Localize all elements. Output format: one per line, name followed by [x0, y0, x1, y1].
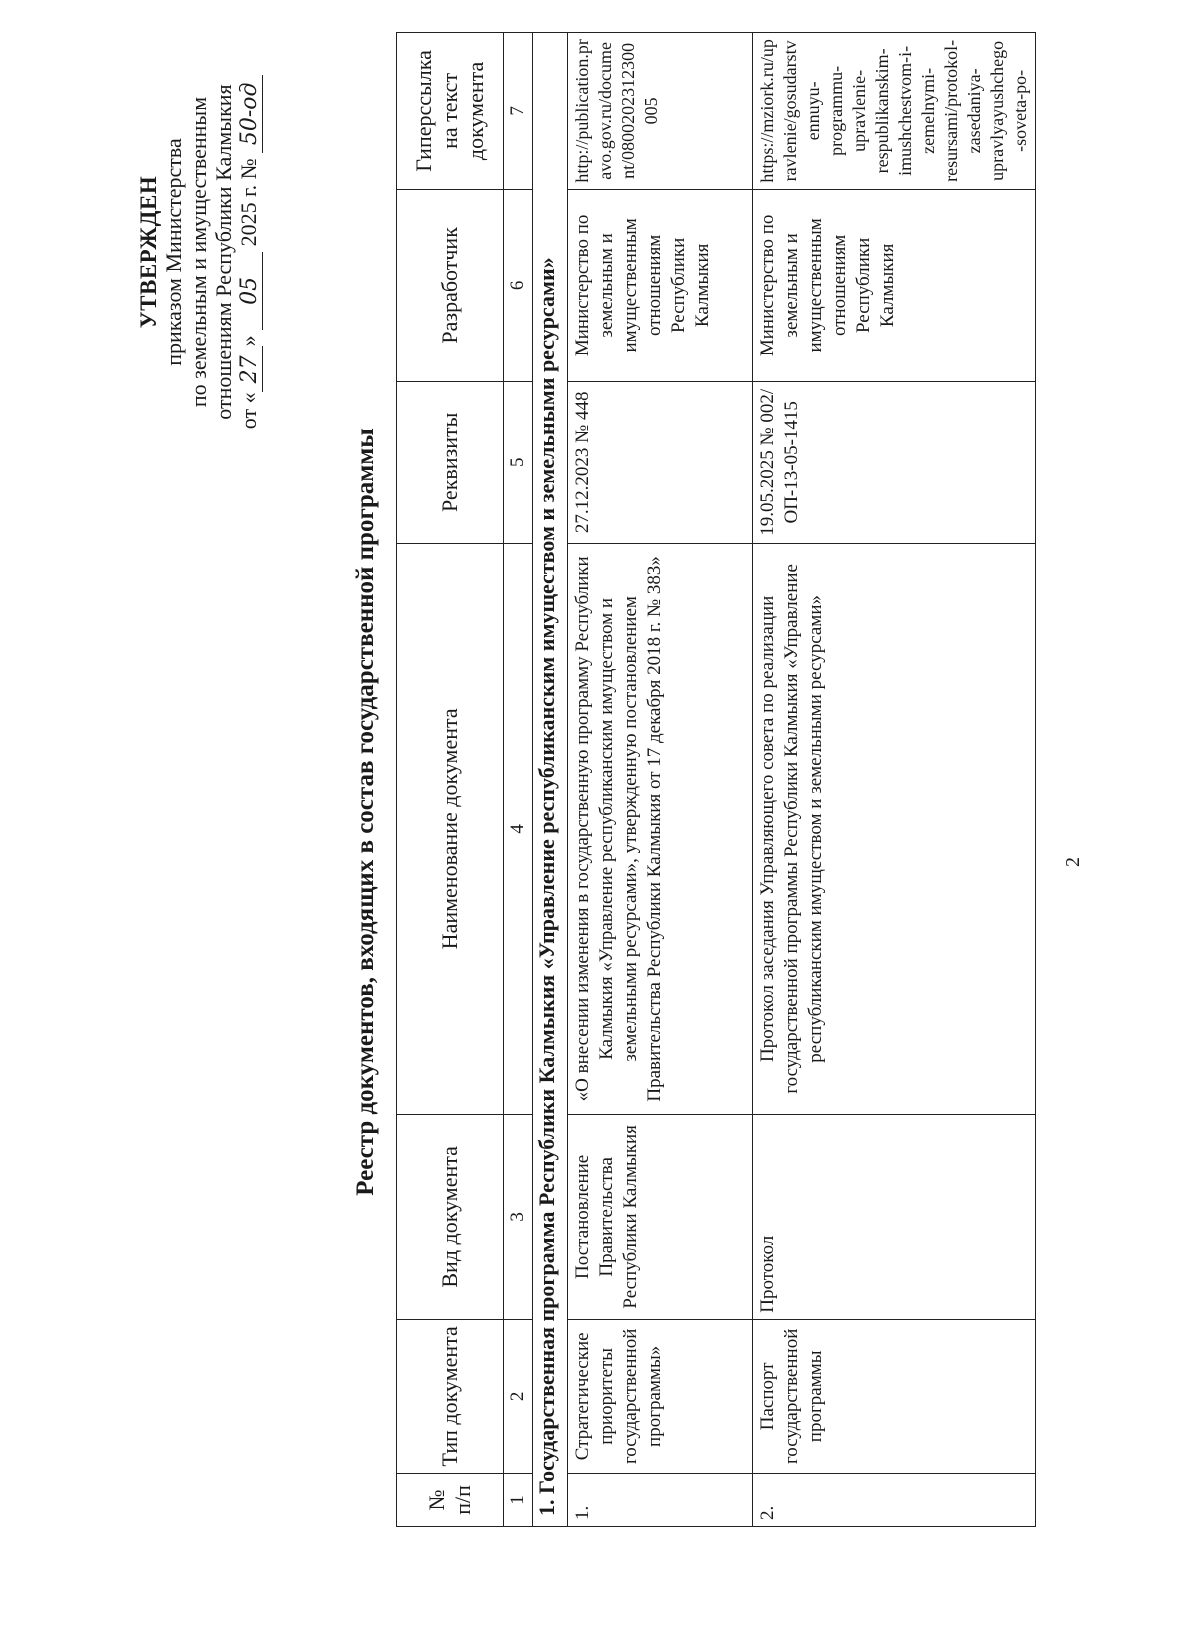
- document-type: Стратегические приоритеты государственной программы»: [568, 1319, 753, 1473]
- document-type: Паспорт государственной программы: [753, 1319, 1036, 1473]
- document-name: Протокол заседания Управляющего совета по реализации государственной программы Республики Калмыкия «Управление республиканским имуществом и земельными ресурсами»: [753, 543, 1036, 1114]
- table-row: [568, 33, 753, 1527]
- column-number: 1: [504, 1473, 533, 1526]
- document-title: Реестр документов, входящих в состав государственной программы: [352, 428, 379, 1196]
- col-header-details: Реквизиты: [397, 381, 504, 543]
- approval-day: 27: [237, 346, 263, 392]
- approval-date-line: [236, 32, 263, 472]
- approval-stamp: [136, 32, 263, 472]
- document-developer: Министерство по земельным и имущественным отношениям Республики Калмыкия: [753, 189, 1036, 381]
- document-link[interactable]: http://publication.pravo.gov.ru/document/0800202312300005: [568, 33, 753, 190]
- col-header-developer: Разработчик: [397, 189, 504, 381]
- document-details: 19.05.2025 № 002/ОП-13-05-1415: [753, 381, 1036, 543]
- col-header-kind: Вид документа: [397, 1114, 504, 1319]
- column-number: 2: [504, 1319, 533, 1473]
- approval-line-2: по земельным и имущественным: [186, 96, 211, 408]
- document-developer: Министерство по земельным и имущественным отношениям Республики Калмыкия: [568, 189, 753, 381]
- rotated-page: [24, 12, 1176, 1612]
- col-header-link: Гиперссылка на текст документа: [397, 33, 504, 190]
- col-header-number: № п/п: [397, 1473, 504, 1526]
- date-mid: »: [236, 335, 261, 347]
- page-number: 2: [1062, 857, 1084, 867]
- approval-month: 05: [237, 252, 263, 330]
- table-row: [753, 33, 1036, 1527]
- col-header-name: Наименование документа: [397, 543, 504, 1114]
- column-number: 4: [504, 543, 533, 1114]
- approval-year: 2025 г. №: [236, 158, 261, 247]
- document-name: «О внесении изменения в государственную программу Республики Калмыкия «Управление республиканским имуществом и земельными ресурсами», утвержденную постановлением Правительства Республики Калмыкия от 17 декабря 2018 г. № 383»: [568, 543, 753, 1114]
- table-header-row: [397, 33, 504, 1527]
- column-number: 6: [504, 189, 533, 381]
- document-kind: Постановление Правительства Республики Калмыкия: [568, 1114, 753, 1319]
- date-prefix: от «: [236, 392, 261, 430]
- approval-heading: УТВЕРЖДЕН: [136, 175, 161, 329]
- section-row: [533, 33, 568, 1527]
- document-kind: Протокол: [753, 1114, 1036, 1319]
- document-link[interactable]: https://mziork.ru/upravlenie/gosudarstvennuyu-programmu-upravlenie-respublikanskim-imushchestvom-i-zemelnymi-resursami/protokol-zasedaniya-upravlyayushchego-soveta-po-: [753, 33, 1036, 190]
- col-header-type: Тип документа: [397, 1319, 504, 1473]
- column-number: 5: [504, 381, 533, 543]
- approval-line-3: отношениям Республики Калмыкия: [211, 84, 236, 420]
- column-number-row: [504, 33, 533, 1527]
- document-details: 27.12.2023 № 448: [568, 381, 753, 543]
- column-number: 3: [504, 1114, 533, 1319]
- row-number: 2.: [753, 1473, 1036, 1526]
- row-number: 1.: [568, 1473, 753, 1526]
- registry-table: [396, 32, 1036, 1527]
- column-number: 7: [504, 33, 533, 190]
- approval-line-1: приказом Министерства: [161, 138, 186, 366]
- section-title: 1. Государственная программа Республики Калмыкия «Управление республиканским имуществом и земельными ресурсами»: [533, 33, 568, 1527]
- approval-number: 50-од: [237, 75, 263, 153]
